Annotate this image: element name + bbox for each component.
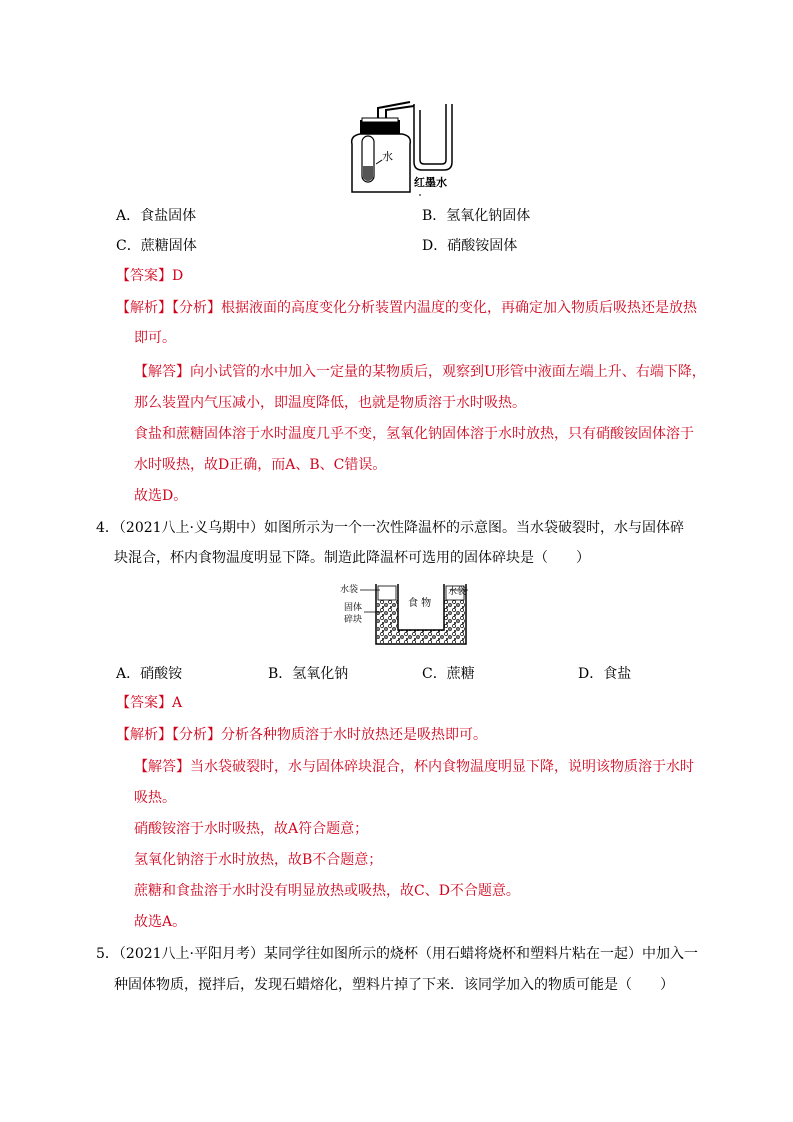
q3-analysis-line: 即可。: [134, 330, 176, 346]
figure1-red-ink-label: 红墨水: [414, 176, 447, 189]
q4-analysis-line: 【解析】【分析】分析各种物质溶于水时放热还是吸热即可。: [116, 727, 487, 743]
q4-option-d: D．食盐: [578, 666, 632, 682]
q3-analysis-line: 故选D。: [134, 488, 188, 504]
figure2-solid-label-2: 碎块: [344, 615, 363, 625]
q4-option-b: B．氢氧化钠: [268, 666, 349, 682]
q4-option-c: C．蔗糖: [422, 666, 475, 682]
q4-analysis-line: 【解答】当水袋破裂时，水与固体碎块混合，杯内食物温度明显下降，说明该物质溶于水时: [134, 759, 694, 775]
q4-stem-line: 块混合，杯内食物温度明显下降。制造此降温杯可选用的固体碎块是（ ）: [114, 550, 590, 566]
figure-bottle-u-tube: [340, 100, 470, 200]
figure2-solid-label-1: 固体: [344, 603, 363, 613]
q3-option-c: C．蔗糖固体: [116, 238, 197, 254]
q4-analysis-line: 吸热。: [134, 790, 176, 806]
figure2-water-bag-right-label: 水袋: [448, 587, 467, 597]
q4-analysis-line: 蔗糖和食盐溶于水时没有明显放热或吸热，故C、D不合题意。: [134, 883, 520, 899]
figure-cooling-cup: [340, 576, 474, 650]
q4-analysis-line: 硝酸铵溶于水时吸热，故A符合题意；: [134, 821, 369, 837]
q4-answer: 【答案】A: [116, 695, 183, 711]
q4-analysis-line: 氢氧化钠溶于水时放热，故B不合题意；: [134, 852, 383, 868]
q3-analysis-line: 食盐和蔗糖固体溶于水时温度几乎不变，氢氧化钠固体溶于水时放热，只有硝酸铵固体溶于: [134, 426, 694, 442]
figure2-food-label: 食 物: [408, 598, 432, 609]
q3-analysis-line: 【解答】向小试管的水中加入一定量的某物质后，观察到U形管中液面左端上升、右端下降，: [134, 364, 706, 380]
q3-option-b: B．氢氧化钠固体: [422, 208, 531, 224]
q3-option-a: A．食盐固体: [116, 208, 197, 224]
q3-answer: 【答案】D: [116, 268, 184, 284]
q5-stem-line: 5．（2021八上·平阳月考）某同学往如图所示的烧杯（用石蜡将烧杯和塑料片粘在一起）中加入一: [96, 946, 698, 962]
q4-option-a: A．硝酸铵: [116, 666, 183, 682]
q3-analysis-line: 【解析】【分析】根据液面的高度变化分析装置内温度的变化，再确定加入物质后吸热还是放热: [116, 300, 697, 316]
q5-stem-line: 种固体物质，搅拌后，发现石蜡熔化，塑料片掉了下来．该同学加入的物质可能是（ ）: [114, 977, 674, 993]
q3-analysis-line: 水时吸热，故D正确，而A、B、C错误。: [134, 457, 387, 473]
q3-analysis-line: 那么装置内气压减小，即温度降低，也就是物质溶于水时吸热。: [134, 395, 526, 411]
q4-analysis-line: 故选A。: [134, 914, 187, 930]
q4-stem-line: 4．（2021八上·义乌期中）如图所示为一个一次性降温杯的示意图。当水袋破裂时，水与固体碎: [96, 520, 684, 536]
q3-option-d: D．硝酸铵固体: [422, 238, 518, 254]
figure1-water-label: 水: [382, 150, 393, 163]
figure2-water-bag-left-label: 水袋: [340, 585, 359, 595]
